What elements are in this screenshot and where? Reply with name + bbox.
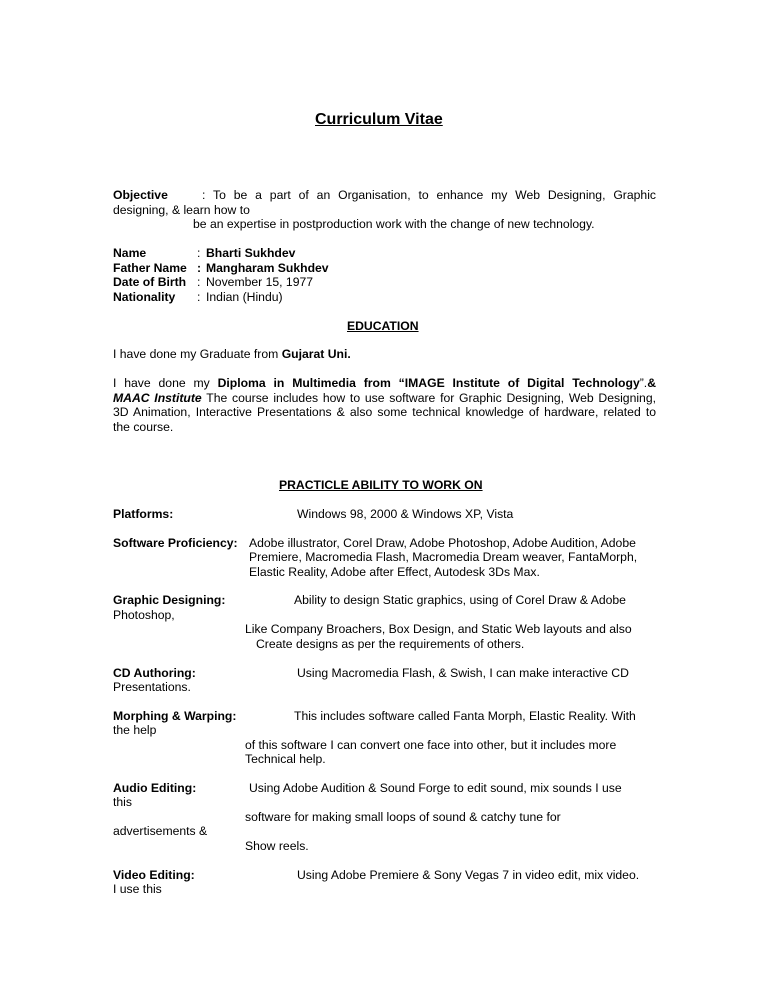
video-line-1: Using Adobe Premiere & Sony Vegas 7 in video edit, mix video. — [297, 868, 640, 882]
course-description: The course includes how to use software for Graphic Designing, Web Designing, — [201, 391, 656, 405]
platforms-value: Windows 98, 2000 & Windows XP, Vista — [297, 507, 514, 521]
diploma-name: Diploma in Multimedia from “IMAGE Institute of Digital Technology — [217, 376, 640, 390]
audio-line-2: this — [113, 795, 132, 809]
university-name: Gujarat Uni. — [281, 347, 351, 361]
graphic-line-4: Create designs as per the requirements of others. — [256, 637, 525, 651]
morphing-line-2: the help — [113, 723, 157, 737]
audio-editing-label: Audio Editing: — [113, 781, 197, 795]
morphing-line-4: Technical help. — [245, 752, 326, 766]
objective-line-2: designing, & learn how to — [113, 203, 250, 217]
education-para-2-text: I have done my — [113, 376, 218, 390]
morphing-line-1: This includes software called Fanta Morph, Elastic Reality. With — [294, 709, 636, 723]
name-value: Bharti Sukhdev — [206, 246, 296, 260]
father-name-label: Father Name — [113, 261, 187, 275]
education-para-2-line-4: the course. — [113, 420, 174, 434]
education-para-2-line-1 — [113, 376, 656, 391]
dob-label: Date of Birth — [113, 275, 187, 289]
audio-line-1: Using Adobe Audition & Sound Forge to edit sound, mix sounds I use — [249, 781, 622, 795]
software-line-1: Adobe illustrator, Corel Draw, Adobe Photoshop, Adobe Audition, Adobe — [249, 536, 636, 550]
software-line-3: Elastic Reality, Adobe after Effect, Autodesk 3Ds Max. — [249, 565, 540, 579]
platforms-label: Platforms: — [113, 507, 174, 521]
maac-institute: MAAC Institute — [113, 391, 202, 405]
name-label: Name — [113, 246, 147, 260]
audio-line-5: Show reels. — [245, 839, 309, 853]
nationality-value: Indian (Hindu) — [206, 290, 283, 304]
objective-label: Objective — [113, 188, 168, 202]
dob-value: November 15, 1977 — [206, 275, 314, 289]
audio-line-4: advertisements & — [113, 824, 208, 838]
software-label: Software Proficiency: — [113, 536, 238, 550]
nationality-colon: : — [197, 290, 201, 304]
objective-line-1: : To be a part of an Organisation, to enhance my Web Designing, Graphic — [202, 188, 656, 202]
education-para-1 — [113, 347, 351, 362]
diploma-quote: ”. — [639, 376, 648, 390]
dob-colon: : — [197, 275, 201, 289]
education-para-2-line-3: 3D Animation, Interactive Presentations & also some technical knowledge of hardware, related to — [113, 405, 656, 419]
audio-line-3: software for making small loops of sound & catchy tune for — [245, 810, 561, 824]
graphic-designing-label: Graphic Designing: — [113, 593, 226, 607]
name-colon: : — [197, 246, 201, 260]
graphic-line-3: Like Company Broachers, Box Design, and Static Web layouts and also — [245, 622, 632, 636]
practice-heading: PRACTICLE ABILITY TO WORK ON — [279, 478, 483, 492]
software-line-2: Premiere, Macromedia Flash, Macromedia Dream weaver, FantaMorph, — [249, 550, 638, 564]
morphing-line-3: of this software I can convert one face into other, but it includes more — [245, 738, 617, 752]
education-heading: EDUCATION — [347, 319, 419, 333]
cd-line-1: Using Macromedia Flash, & Swish, I can make interactive CD — [297, 666, 629, 680]
page-title: Curriculum Vitae — [315, 111, 443, 128]
ampersand: & — [647, 376, 656, 390]
graphic-line-2: Photoshop, — [113, 608, 175, 622]
morphing-label: Morphing & Warping: — [113, 709, 237, 723]
video-editing-label: Video Editing: — [113, 868, 195, 882]
cd-line-2: Presentations. — [113, 680, 191, 694]
cd-authoring-label: CD Authoring: — [113, 666, 196, 680]
father-name-value: Mangharam Sukhdev — [206, 261, 329, 275]
nationality-label: Nationality — [113, 290, 176, 304]
education-para-2-line-2 — [113, 391, 656, 406]
objective-line-3: be an expertise in postproduction work with the change of new technology. — [193, 217, 595, 231]
father-name-colon: : — [197, 261, 202, 275]
video-line-2: I use this — [113, 882, 162, 896]
graphic-line-1: Ability to design Static graphics, using of Corel Draw & Adobe — [294, 593, 626, 607]
education-para-1-text: I have done my Graduate from — [113, 347, 282, 361]
